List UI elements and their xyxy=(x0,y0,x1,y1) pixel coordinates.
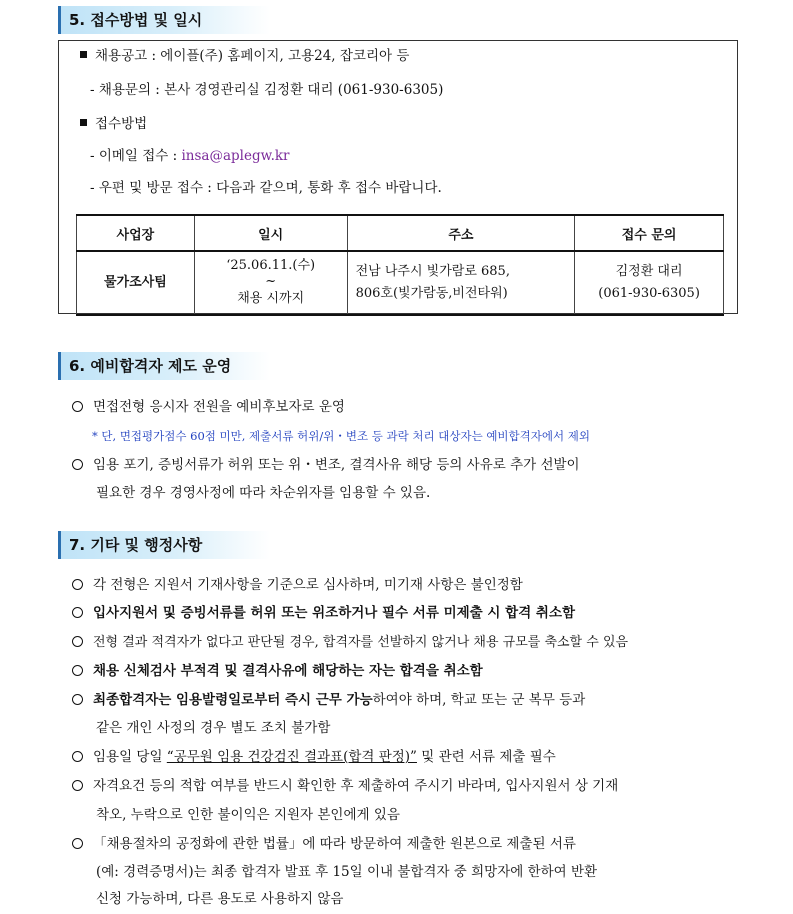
circle-bullet-icon xyxy=(72,838,83,849)
contact-name: 김정환 대리 xyxy=(615,264,683,279)
s7-bullet-4-text: 채용 신체검사 부적격 및 결격사유에 해당하는 자는 합격을 취소함 xyxy=(93,663,483,679)
mail-visit-line: - 우편 및 방문 접수 : 다음과 같으며, 통화 후 접수 바랍니다. xyxy=(90,180,442,196)
recruit-notice-text: 채용공고 : 에이플(주) 홈페이지, 고용24, 잡코리아 등 xyxy=(95,48,410,64)
s7-bullet-8-text-a: 「채용절차의 공정화에 관한 법률」에 따라 방문하여 제출한 원본으로 제출된 서류 xyxy=(93,836,576,852)
s7-bullet-4 xyxy=(72,661,742,681)
s7-bullet-5 xyxy=(72,690,742,710)
s7-bullet-3 xyxy=(72,632,742,653)
section-5-heading: 5. 접수방법 및 일시 xyxy=(58,6,270,34)
table-row xyxy=(77,251,724,315)
section-6-heading: 6. 예비합격자 제도 운영 xyxy=(58,352,270,380)
circle-bullet-icon xyxy=(72,401,83,412)
s7-bullet-3-text: 전형 결과 적격자가 없다고 판단될 경우, 합격자를 선발하지 않거나 채용 규모를 축소할 수 있음 xyxy=(93,635,629,650)
date-start: ‘25.06.11.(수) xyxy=(226,258,316,273)
inquiry-line: - 채용문의 : 본사 경영관리실 김정환 대리 (061-930-6305) xyxy=(90,82,444,98)
s7-bullet-5-cont: 같은 개인 사정의 경우 별도 조치 불가함 xyxy=(96,720,331,736)
date-tilde: ~ xyxy=(265,274,277,289)
circle-bullet-icon xyxy=(72,780,83,791)
square-bullet-icon xyxy=(80,119,87,126)
cell-address xyxy=(347,251,575,315)
apply-method-text: 접수방법 xyxy=(95,116,148,132)
s7-bullet-6 xyxy=(72,747,742,767)
cell-site: 물가조사팀 xyxy=(77,251,195,315)
circle-bullet-icon xyxy=(72,665,83,676)
table-header-date: 일시 xyxy=(194,215,347,251)
s6-bullet-2 xyxy=(72,455,742,475)
s7-bullet-1-text: 각 전형은 지원서 기재사항을 기준으로 심사하며, 미기재 사항은 불인정함 xyxy=(93,577,523,593)
recruit-notice-line xyxy=(80,46,409,66)
table-header-contact: 접수 문의 xyxy=(575,215,724,251)
s7-bullet-6-underlined: “공무원 임용 건강검진 결과표(합격 판정)” xyxy=(166,749,417,765)
circle-bullet-icon xyxy=(72,694,83,705)
date-end: 채용 시까지 xyxy=(237,291,305,306)
s7-bullet-8 xyxy=(72,834,742,854)
circle-bullet-icon xyxy=(72,607,83,618)
circle-bullet-icon xyxy=(72,751,83,762)
s7-bullet-6-prefix: 임용일 당일 xyxy=(93,749,167,765)
email-apply-line xyxy=(90,146,290,166)
table-header-address: 주소 xyxy=(347,215,575,251)
email-address[interactable]: insa@aplegw.kr xyxy=(181,148,290,164)
s7-bullet-7 xyxy=(72,776,742,796)
s7-bullet-7-text-a: 자격요건 등의 적합 여부를 반드시 확인한 후 제출하여 주시기 바라며, 입사지원서 상 기재 xyxy=(93,778,619,794)
s7-bullet-6-suffix: 및 관련 서류 제출 필수 xyxy=(416,749,556,765)
address-line-2: 806호(빛가람동,비전타워) xyxy=(355,286,508,301)
circle-bullet-icon xyxy=(72,636,83,647)
s6-bullet-1-text: 면접전형 응시자 전원을 예비후보자로 운영 xyxy=(93,399,345,415)
s7-bullet-8-cont-2: 신청 가능하며, 다른 용도로 사용하지 않음 xyxy=(96,891,344,907)
section-7-heading: 7. 기타 및 행정사항 xyxy=(58,531,270,559)
s6-bullet-1 xyxy=(72,397,742,417)
s7-bullet-2-text: 입사지원서 및 증빙서류를 허위 또는 위조하거나 필수 서류 미제출 시 합격 취소함 xyxy=(93,605,576,621)
s7-bullet-5-rest: 하여야 하며, 학교 또는 군 복무 등과 xyxy=(372,692,586,708)
cell-date xyxy=(194,251,347,315)
s7-bullet-7-cont: 착오, 누락으로 인한 불이익은 지원자 본인에게 있음 xyxy=(96,807,400,823)
s7-bullet-5-bold: 최종합격자는 임용발령일로부터 즉시 근무 가능 xyxy=(93,692,373,708)
square-bullet-icon xyxy=(80,51,87,58)
s6-note: * 단, 면접평가점수 60점 미만, 제출서류 허위/위・변조 등 과락 처리 대상자는 예비합격자에서 제외 xyxy=(92,429,590,443)
apply-method-line xyxy=(80,114,147,134)
apply-info-table xyxy=(76,214,724,316)
s6-bullet-2-cont: 필요한 경우 경영사정에 따라 차순위자를 임용할 수 있음. xyxy=(96,485,431,501)
s7-bullet-2 xyxy=(72,603,742,623)
cell-contact xyxy=(575,251,724,315)
contact-phone: (061-930-6305) xyxy=(598,286,700,301)
email-apply-label: - 이메일 접수 : xyxy=(90,148,182,164)
circle-bullet-icon xyxy=(72,579,83,590)
s6-bullet-2-text-a: 임용 포기, 증빙서류가 허위 또는 위・변조, 결격사유 해당 등의 사유로 추가 선발이 xyxy=(93,457,580,473)
table-header-site: 사업장 xyxy=(77,215,195,251)
table-header-row xyxy=(77,215,724,251)
address-line-1: 전남 나주시 빛가람로 685, xyxy=(355,264,510,279)
s7-bullet-8-cont-1: (예: 경력증명서)는 최종 합격자 발표 후 15일 이내 불합격자 중 희망자에 한하여 반환 xyxy=(96,864,598,880)
s7-bullet-1 xyxy=(72,575,742,595)
circle-bullet-icon xyxy=(72,459,83,470)
